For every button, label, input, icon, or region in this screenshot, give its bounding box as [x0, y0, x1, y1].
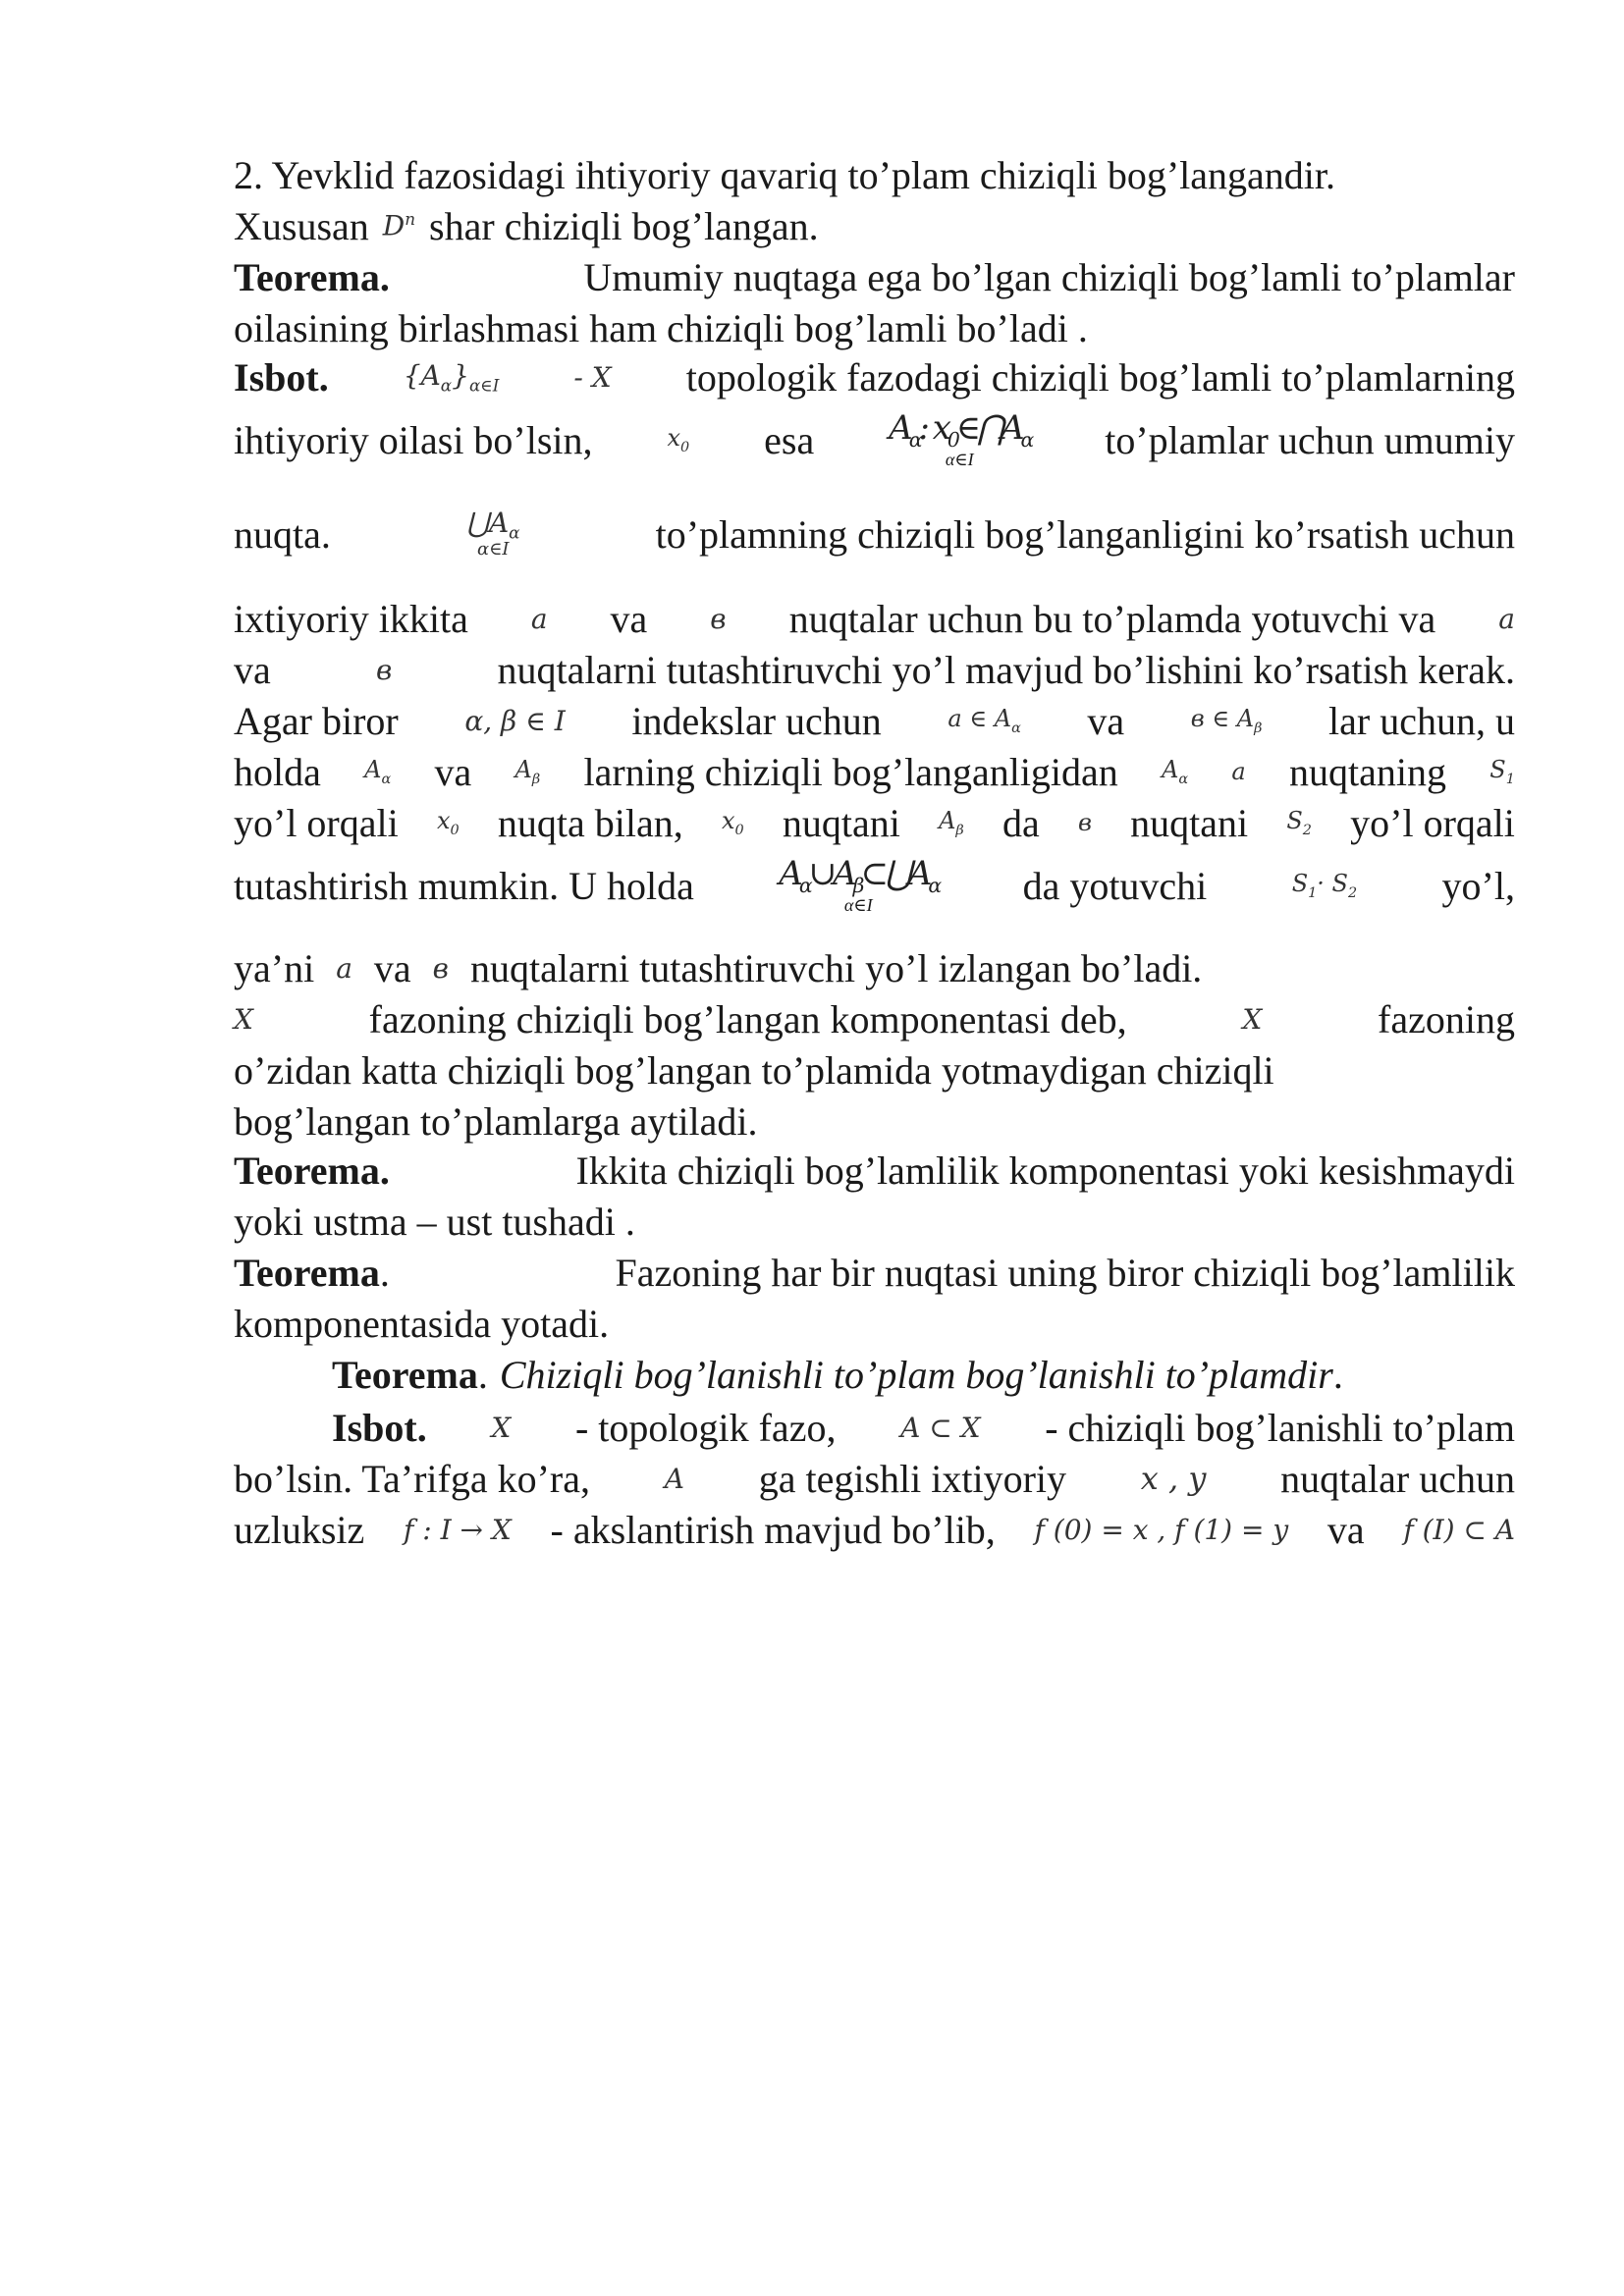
line-text: Xususan [234, 203, 369, 248]
math-expression: $A_\alpha$: $x_0\in⋂A_\alpha$ α∈I [889, 408, 1031, 469]
math-expression: a [336, 951, 352, 985]
line-text: esa [764, 417, 815, 462]
math-expression: $D^n$ [382, 209, 416, 242]
text-line [234, 1451, 1515, 1506]
math-expression: $A_\beta$ [939, 807, 964, 838]
math-expression: a [1231, 758, 1246, 785]
math-expression: $x_0$ [721, 807, 744, 838]
line-text: to’plamlar uchun umumiy [1105, 417, 1515, 462]
line-text: va [610, 596, 648, 641]
math-expression: a [1498, 602, 1515, 635]
line-text: da [1001, 800, 1040, 845]
math-expression: X [234, 1002, 253, 1036]
text-line [332, 1347, 1515, 1402]
text-line [234, 795, 1515, 850]
line-text: yo’l orqali [1350, 800, 1515, 845]
line-text: bo’lsin. Ta’rifga ko’ra, [234, 1456, 591, 1501]
math-expression: α, β ∈ I [464, 704, 566, 737]
line-text: yoki ustma – ust tushadi . [234, 1199, 635, 1244]
math-expression: f : I → X [404, 1513, 512, 1546]
line-text: Fazoning har bir nuqtasi uning biror chiziqli bog’lamlilik [615, 1250, 1515, 1295]
text-line [234, 1502, 1515, 1557]
line-text: ihtiyoriy oilasi bo’lsin, [234, 417, 593, 462]
line-text: 2. Yevklid fazosidagi ihtiyoriy qavariq to’plam chiziqli bog’langandir. [234, 152, 1336, 197]
line-text: ga tegishli ixtiyoriy [758, 1456, 1067, 1501]
math-expression: a ∈ $A_\alpha$ [947, 705, 1021, 736]
line-text: . [1332, 1352, 1343, 1397]
text-line [234, 854, 1515, 917]
line-text: nuqtalarni tutashtiruvchi yo’l izlangan bo’ladi. [469, 945, 1203, 990]
line-text: larning chiziqli bog’langanligidan [583, 749, 1118, 794]
theorem-label: Teorema. [234, 1250, 390, 1295]
line-text: ixtiyoriy ikkita [234, 596, 468, 641]
math-expression: A [664, 1462, 684, 1495]
text-line [234, 642, 1515, 697]
math-expression: $S_1$ [1489, 756, 1515, 787]
math-expression: X [1242, 1002, 1263, 1036]
line-text: nuqtalar uchun [1280, 1456, 1515, 1501]
line-text: fazoning chiziqli bog’langan komponentasi deb, [368, 996, 1127, 1041]
math-expression: x , y [1140, 1460, 1207, 1497]
theorem-label: Teorema. [234, 1148, 390, 1193]
line-text: da yotuvchi [1022, 863, 1208, 908]
line-text: va [234, 647, 271, 692]
line-text: Agar biror [234, 698, 399, 743]
math-expression: в [376, 653, 393, 686]
math-expression: f (0) = x , f (1) = y [1034, 1513, 1289, 1546]
line-text: Umumiy nuqtaga ega bo’lgan chiziqli bog’lamli to’plamlar [583, 254, 1515, 299]
math-expression: A ⊂ X [900, 1411, 981, 1444]
line-text: nuqta bilan, [497, 800, 683, 845]
text-line [234, 1094, 1515, 1148]
line-text: uzluksiz [234, 1507, 365, 1552]
line-text: yo’l, [1441, 863, 1515, 908]
text-line [234, 147, 1515, 202]
text-line [332, 1400, 1515, 1455]
line-text: shar chiziqli bog’langan. [429, 203, 819, 248]
text-line [234, 249, 1515, 304]
math-expression: $A_\alpha$ [1162, 756, 1189, 787]
line-text: nuqtani [782, 800, 900, 845]
math-expression: a [530, 602, 548, 635]
text-line [234, 408, 1515, 471]
math-expression: $A_\beta$ [514, 756, 541, 787]
text-line [234, 1245, 1515, 1300]
line-text: o’zidan katta chiziqli bog’langan to’plamida yotmaydigan chiziqli [234, 1047, 1274, 1093]
line-text: - topologik fazo, [574, 1405, 837, 1450]
line-text: Ikkita chiziqli bog’lamlilik komponentasi yoki kesishmaydi [575, 1148, 1515, 1193]
line-text: nuqtalar uchun bu to’plamda yotuvchi va [788, 596, 1436, 641]
text-line [234, 1042, 1515, 1097]
text-line [234, 940, 1515, 995]
text-line [234, 991, 1515, 1046]
text-line [234, 300, 1515, 355]
line-text: indekslar uchun [631, 698, 882, 743]
line-text: fazoning [1378, 996, 1515, 1041]
text-line [234, 198, 1515, 253]
line-text: holda [234, 749, 321, 794]
line-text: nuqta. [234, 511, 331, 557]
math-expression: $x_0$ [436, 807, 460, 838]
line-text: bog’langan to’plamlarga aytiladi. [234, 1098, 758, 1144]
line-text: va [373, 945, 411, 990]
math-expression: $\{A_\alpha\}_{\alpha\in I}$ [403, 358, 500, 396]
line-text: va [434, 749, 472, 794]
line-text: to’plamning chiziqli bog’langanligini ko’rsatish uchun [655, 511, 1515, 557]
math-expression: $A_\alpha$ [364, 756, 392, 787]
math-expression: $⋃A_\alpha$ α∈I [465, 506, 520, 561]
math-expression: в [1077, 809, 1092, 836]
math-expression: в [710, 602, 727, 635]
text-line [234, 1143, 1515, 1198]
line-text: oilasining birlashmasi ham chiziqli bog’lamli bo’ladi . [234, 305, 1088, 350]
text-line [234, 349, 1515, 404]
math-expression: $S_1\cdot S_2$ [1291, 870, 1358, 901]
line-text: - akslantirish mavjud bo’lib, [550, 1507, 996, 1552]
line-text: va [1326, 1507, 1365, 1552]
math-expression: - X [573, 360, 612, 394]
text-line [234, 693, 1515, 748]
line-text: nuqtalarni tutashtiruvchi yo’l mavjud bo’lishini ko’rsatish kerak. [497, 647, 1515, 692]
math-expression: в [432, 951, 449, 985]
text-line [234, 1194, 1515, 1249]
line-text: topologik fazodagi chiziqli bog’lamli to’plamlarning [685, 354, 1515, 400]
line-text: yo’l orqali [234, 800, 399, 845]
text-line [234, 503, 1515, 565]
math-expression: f (I) ⊂ A [1403, 1513, 1515, 1546]
math-expression: в ∈ $A_\beta$ [1190, 705, 1263, 736]
proof-label: Isbot. [234, 354, 329, 400]
line-text: va [1087, 698, 1125, 743]
text-line [234, 744, 1515, 799]
math-expression: $S_2$ [1286, 807, 1312, 838]
math-expression: $x_0$ [667, 424, 690, 455]
theorem-label: Teorema. [332, 1352, 488, 1397]
proof-label: Isbot. [332, 1405, 427, 1450]
text-line [234, 591, 1515, 646]
line-text: komponentasida yotadi. [234, 1301, 610, 1346]
text-line [234, 1296, 1515, 1351]
line-text: tutashtirish mumkin. U holda [234, 863, 694, 908]
theorem-label: Teorema. [234, 254, 390, 299]
theorem-statement: Chiziqli bog’lanishli to’plam bog’lanishli to’plamdir [499, 1352, 1333, 1397]
line-text: nuqtani [1130, 800, 1249, 845]
math-expression: X [491, 1411, 512, 1444]
math-expression: $A_\alpha\cup A_\beta\subset⋃A_\alpha$ α∈I [779, 854, 939, 915]
line-text: - chiziqli bog’lanishli to’plam [1045, 1405, 1515, 1450]
line-text: lar uchun, u [1328, 698, 1515, 743]
line-text: nuqtaning [1289, 749, 1446, 794]
line-text: ya’ni [234, 945, 315, 990]
